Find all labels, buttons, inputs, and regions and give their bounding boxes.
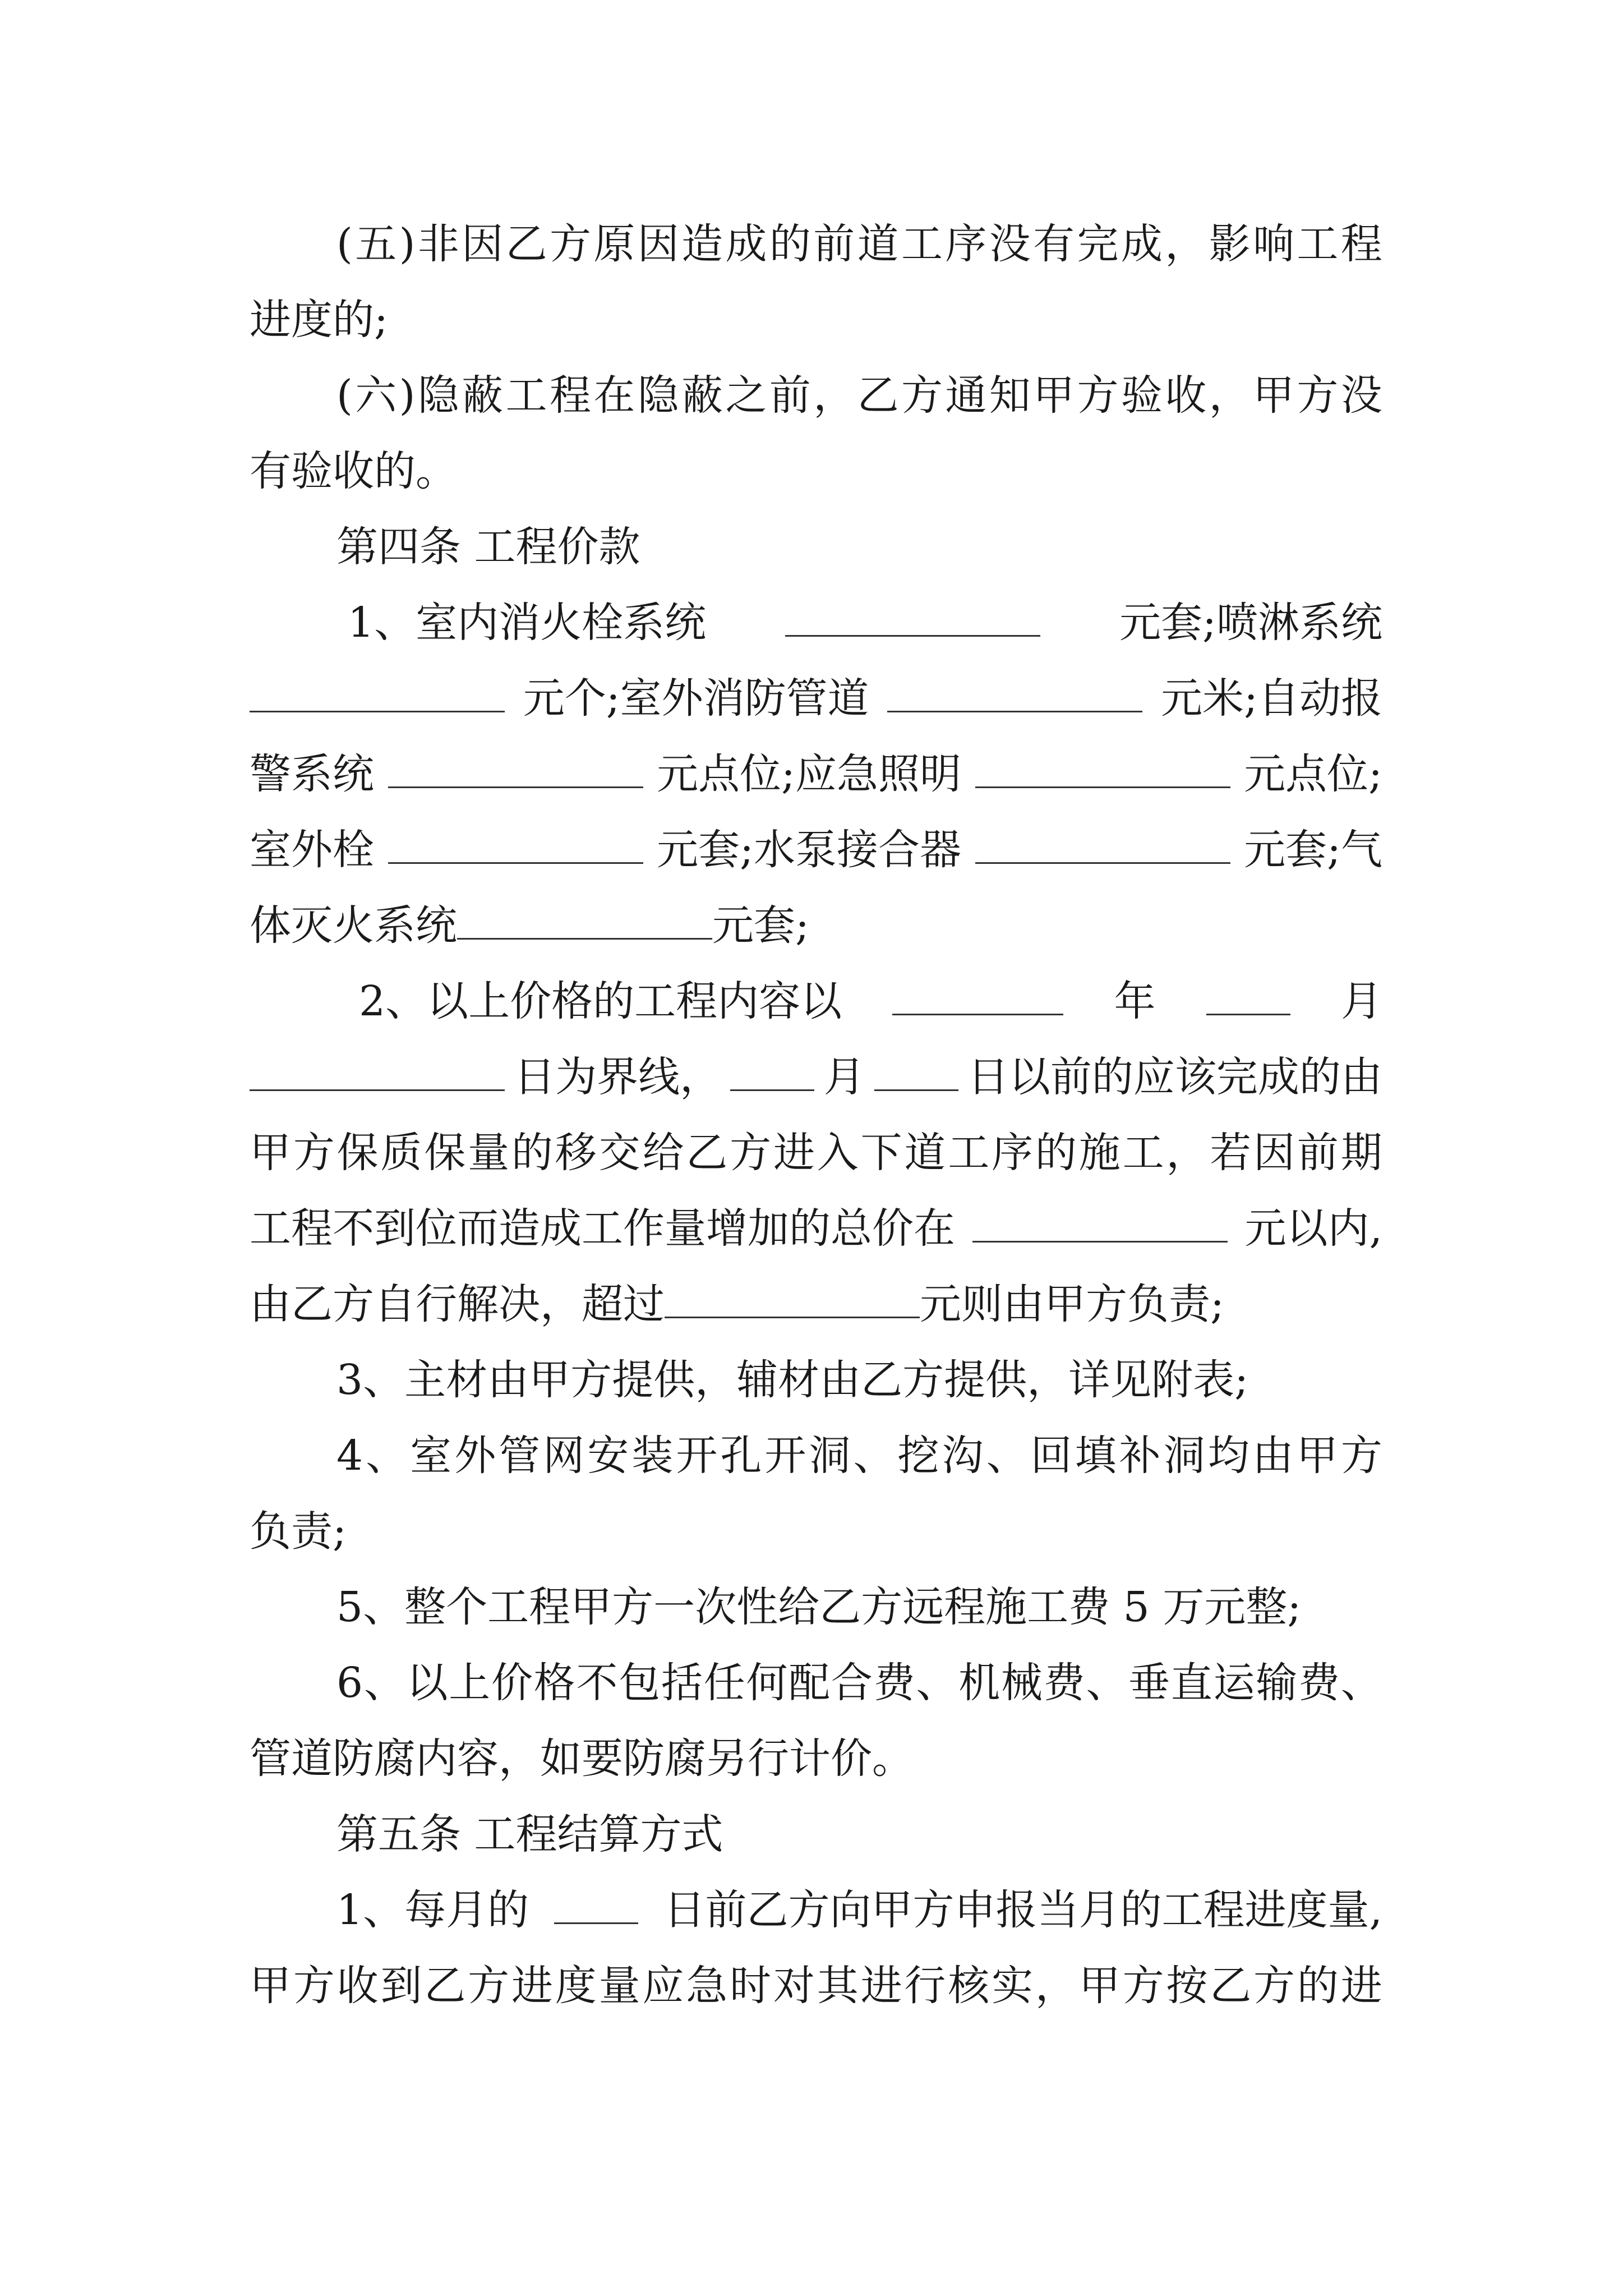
line-char: 方 [1122, 1962, 1164, 2010]
line-char: 由 [1252, 1432, 1294, 1480]
line-text: 2、以上价格的工程内容以 [359, 977, 842, 1025]
line-char: ， [1166, 1129, 1208, 1177]
paragraph-line [250, 740, 1382, 808]
line-char: 验 [1121, 371, 1163, 420]
line-char: 方 [1253, 1962, 1295, 2010]
paragraph-line [250, 816, 1382, 884]
fill-blank [730, 1048, 814, 1091]
line-char: 、 [986, 1432, 1028, 1480]
line-char: 甲 [1253, 371, 1294, 420]
paragraph-line [336, 362, 1382, 429]
line-char: 费 [1298, 1659, 1340, 1707]
line-char: 工 [505, 371, 547, 420]
paragraph-line [250, 1119, 1382, 1186]
line-char: 期 [1340, 1129, 1382, 1177]
line-char: 装 [631, 1432, 674, 1480]
paragraph-line [250, 665, 1382, 732]
line-char: 乙 [1210, 1962, 1252, 2010]
paragraph-line [250, 286, 1382, 353]
line-char: 保 [336, 1129, 379, 1177]
line-char: 沟 [942, 1432, 984, 1480]
line-text: 负责; [250, 1507, 347, 1556]
line-char: 洞 [809, 1432, 851, 1480]
line-char: 进 [1340, 1962, 1382, 2010]
line-char: 械 [1000, 1659, 1043, 1707]
line-char: 影 [1209, 220, 1251, 268]
line-char: 合 [831, 1659, 873, 1707]
line-char: 工 [1297, 220, 1339, 268]
line-char: ( [336, 371, 353, 420]
line-text: 年 [1114, 977, 1156, 1025]
line-char: 的 [1297, 1962, 1339, 2010]
line-char: 费 [1043, 1659, 1085, 1707]
line-char: 之 [725, 371, 767, 420]
line-char: 输 [1256, 1659, 1298, 1707]
line-char: 甲 [250, 1962, 291, 2010]
line-char: 量 [598, 1962, 640, 2010]
line-char: ， [1035, 1962, 1077, 2010]
line-char: 网 [543, 1432, 585, 1480]
line-char: 挖 [897, 1432, 939, 1480]
line-char: 以 [406, 1659, 448, 1707]
line-text: 第四条 工程价款 [336, 523, 640, 571]
paragraph-line [336, 210, 1382, 278]
fill-blank [887, 669, 1142, 712]
line-char: 程 [1340, 220, 1382, 268]
fill-blank [892, 972, 1063, 1015]
line-char: ， [1209, 371, 1251, 420]
paragraph-line [336, 1573, 1382, 1641]
line-char: 方 [1077, 371, 1119, 420]
line-char: 均 [1207, 1432, 1249, 1480]
line-char: 的 [1035, 1129, 1077, 1177]
line-char: 安 [587, 1432, 629, 1480]
line-char: 因 [462, 220, 504, 268]
fill-blank [785, 593, 1040, 637]
line-char: ) [399, 220, 416, 268]
line-text: 月 [1340, 977, 1382, 1025]
line-text: 元点位;应急照明 [657, 750, 961, 798]
line-char: 非 [417, 220, 459, 268]
line-char: 响 [1253, 220, 1294, 268]
line-text: 月 [823, 1053, 865, 1101]
line-char: 应 [642, 1962, 684, 2010]
line-char: 直 [1170, 1659, 1212, 1707]
line-text: 1、每月的 [336, 1886, 529, 1934]
line-text: 元米;自动报 [1161, 674, 1382, 723]
line-char: 移 [555, 1129, 597, 1177]
line-char: 因 [637, 220, 679, 268]
line-char: 前 [813, 220, 855, 268]
line-char: 方 [901, 371, 943, 420]
line-char: 进 [511, 1962, 553, 2010]
line-text: 元则由甲方负责; [920, 1280, 1224, 1328]
line-char: 括 [661, 1659, 703, 1707]
line-char: 程 [550, 371, 591, 420]
line-char: 五 [355, 220, 397, 268]
line-char: 入 [817, 1129, 859, 1177]
line-char: 对 [773, 1962, 815, 2010]
line-char: 隐 [637, 371, 679, 420]
paragraph-line [336, 1346, 1382, 1414]
paragraph-line [250, 1498, 1382, 1565]
line-char: 前 [1297, 1129, 1339, 1177]
fill-blank [975, 821, 1230, 864]
line-char: 下 [860, 1129, 902, 1177]
line-char: 回 [1030, 1432, 1072, 1480]
section-heading [336, 1801, 1382, 1868]
line-char: 隐 [417, 371, 459, 420]
line-char: 方 [1297, 371, 1339, 420]
line-text: 元套;气 [1244, 826, 1382, 874]
line-char: 甲 [1296, 1432, 1338, 1480]
line-char: 其 [817, 1962, 859, 2010]
line-char: 乙 [857, 371, 899, 420]
line-char: 按 [1166, 1962, 1208, 2010]
line-text: 元点位; [1244, 750, 1382, 798]
paragraph-line [348, 589, 1382, 656]
line-text: 有验收的。 [250, 447, 457, 495]
paragraph-line [250, 1271, 1382, 1338]
line-char: 垂 [1128, 1659, 1170, 1707]
line-char: 蔽 [462, 371, 504, 420]
fill-blank [665, 1275, 920, 1318]
line-char: 收 [1165, 371, 1207, 420]
line-char: 任 [703, 1659, 745, 1707]
line-char: 没 [989, 220, 1031, 268]
line-char: 配 [789, 1659, 831, 1707]
line-text: 日以前的应该完成的由 [967, 1053, 1382, 1101]
line-char: 道 [904, 1129, 946, 1177]
line-char: ) [399, 371, 416, 420]
line-char: 、 [853, 1432, 895, 1480]
line-char: 方 [293, 1962, 335, 2010]
line-char: 、 [1340, 1659, 1382, 1707]
line-char: 补 [1119, 1432, 1161, 1480]
line-char: 、 [1086, 1659, 1128, 1707]
paragraph-line [336, 1649, 1382, 1717]
paragraph-line [250, 892, 1382, 959]
line-char: 序 [992, 1129, 1034, 1177]
line-char: 、 [916, 1659, 958, 1707]
line-char: 没 [1340, 371, 1382, 420]
line-char: 原 [593, 220, 635, 268]
paragraph-line [250, 1195, 1382, 1262]
line-text: 室外栓 [250, 826, 374, 874]
line-char: 6 [336, 1659, 363, 1707]
line-text: 元套;喷淋系统 [1119, 599, 1382, 647]
line-char: 方 [550, 220, 591, 268]
line-char: 成 [725, 220, 767, 268]
paragraph-line [250, 1043, 1382, 1111]
line-char: 机 [958, 1659, 1000, 1707]
line-char: 孔 [720, 1432, 762, 1480]
line-char: 核 [948, 1962, 990, 2010]
line-char: 知 [989, 371, 1031, 420]
line-char: 实 [992, 1962, 1034, 2010]
line-char: 甲 [250, 1129, 291, 1177]
line-char: 六 [355, 371, 397, 420]
line-char: 费 [873, 1659, 915, 1707]
line-char: 造 [681, 220, 723, 268]
line-char: 因 [1253, 1129, 1295, 1177]
line-char: 管 [499, 1432, 541, 1480]
line-text: 第五条 工程结算方式 [336, 1810, 723, 1858]
line-text: 5、整个工程甲方一次性给乙方远程施工费 5 万元整; [336, 1583, 1302, 1631]
line-char: 的 [511, 1129, 553, 1177]
line-char: 、 [366, 1432, 408, 1480]
line-char: 4 [336, 1432, 363, 1480]
line-char: 方 [730, 1129, 772, 1177]
line-char: 进 [773, 1129, 815, 1177]
line-char: 价 [491, 1659, 533, 1707]
line-char: 开 [676, 1432, 718, 1480]
line-char: 保 [424, 1129, 466, 1177]
fill-blank [1206, 972, 1290, 1015]
fill-blank [554, 1881, 638, 1924]
paragraph-line [250, 438, 1382, 505]
line-char: 道 [857, 220, 899, 268]
line-char: 何 [746, 1659, 788, 1707]
line-text: 工程不到位而造成工作量增加的总价在 [250, 1204, 955, 1253]
line-char: ， [813, 371, 855, 420]
line-char: 工 [901, 220, 943, 268]
line-char: 序 [945, 220, 987, 268]
line-char: 蔽 [681, 371, 723, 420]
line-text: 1、室内消火栓系统 [348, 599, 707, 647]
line-text: 元套;水泵接合器 [657, 826, 961, 874]
line-char: 工 [948, 1129, 990, 1177]
paragraph-line [250, 1725, 1382, 1792]
line-char: 行 [904, 1962, 946, 2010]
line-char: 洞 [1163, 1432, 1205, 1480]
fill-blank [388, 821, 643, 864]
paragraph-line [359, 968, 1382, 1035]
paragraph-line [336, 1876, 1382, 1944]
line-char: 进 [860, 1962, 902, 2010]
fill-blank [975, 745, 1230, 788]
line-char: 质 [380, 1129, 422, 1177]
paragraph-line [250, 1952, 1382, 2019]
line-char: 度 [555, 1962, 597, 2010]
line-char: 填 [1075, 1432, 1117, 1480]
fill-blank [874, 1048, 958, 1091]
line-char: 在 [593, 371, 635, 420]
line-char: 开 [764, 1432, 806, 1480]
line-char: 上 [449, 1659, 491, 1707]
line-char: 方 [468, 1962, 510, 2010]
line-char: 给 [642, 1129, 684, 1177]
line-char: 若 [1210, 1129, 1252, 1177]
line-char: ， [1165, 220, 1207, 268]
section-heading [336, 513, 1382, 581]
line-char: 量 [468, 1129, 510, 1177]
line-char: 交 [598, 1129, 640, 1177]
line-text: 由乙方自行解决，超过 [250, 1280, 665, 1328]
line-text: 日前乙方向甲方申报当月的工程进度量, [663, 1886, 1382, 1934]
line-char: 急 [686, 1962, 728, 2010]
line-char: 前 [769, 371, 811, 420]
line-char: 不 [576, 1659, 618, 1707]
line-char: 包 [619, 1659, 661, 1707]
fill-blank [388, 745, 643, 788]
line-text: 日为界线， [514, 1053, 722, 1101]
line-char: 格 [533, 1659, 575, 1707]
line-char: 乙 [505, 220, 547, 268]
line-char: 室 [410, 1432, 452, 1480]
line-text: 管道防腐内容，如要防腐另行计价。 [250, 1734, 914, 1783]
line-char: 乙 [424, 1962, 466, 2010]
line-char: 方 [293, 1129, 335, 1177]
fill-blank [972, 1199, 1228, 1243]
line-char: 完 [1077, 220, 1119, 268]
line-char: 甲 [1078, 1962, 1121, 2010]
fill-blank [250, 1048, 505, 1091]
line-text: 3、主材由甲方提供，辅材由乙方提供，详见附表; [336, 1356, 1249, 1404]
line-char: 甲 [1033, 371, 1075, 420]
line-char: 通 [945, 371, 987, 420]
line-char: 方 [1340, 1432, 1382, 1480]
line-text: 体灭火系统 [250, 901, 457, 950]
line-text: 元以内, [1244, 1204, 1382, 1253]
line-text: 元个;室外消防管道 [523, 674, 869, 723]
line-char: 成 [1121, 220, 1163, 268]
line-char: 外 [454, 1432, 496, 1480]
line-char: 到 [380, 1962, 422, 2010]
line-char: 施 [1078, 1129, 1121, 1177]
paragraph-line [336, 1422, 1382, 1489]
line-char: 收 [336, 1962, 379, 2010]
line-char: 乙 [686, 1129, 728, 1177]
fill-blank [457, 896, 712, 940]
line-char: 时 [730, 1962, 772, 2010]
fill-blank [250, 669, 505, 712]
line-text: 进度的; [250, 296, 388, 344]
line-text: 元套; [712, 901, 809, 950]
line-char: 有 [1033, 220, 1075, 268]
line-char: 运 [1213, 1659, 1255, 1707]
line-char: ( [336, 220, 353, 268]
line-char: 、 [363, 1659, 405, 1707]
line-char: 的 [769, 220, 811, 268]
line-char: 工 [1122, 1129, 1164, 1177]
line-text: 警系统 [250, 750, 374, 798]
